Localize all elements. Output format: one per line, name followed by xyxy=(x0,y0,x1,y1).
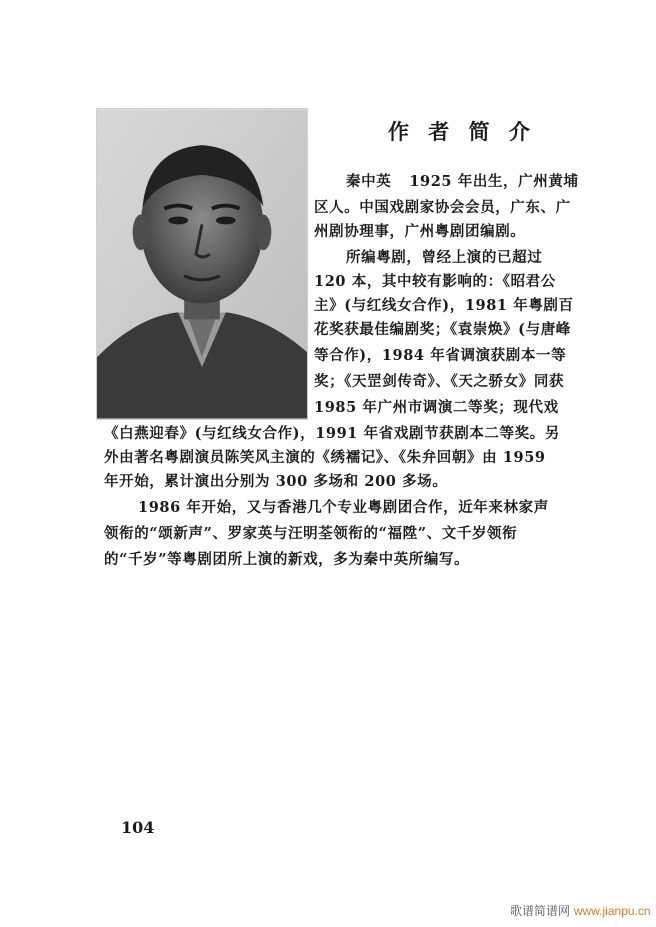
page-number: 104 xyxy=(121,818,155,837)
bio-line: 《白燕迎春》(与红线女合作)，1991 年省戏剧节获剧本二等奖。另 xyxy=(104,425,560,442)
author-photo xyxy=(96,108,308,420)
bio-line: 所编粤剧，曾经上演的已超过 xyxy=(346,249,543,266)
bio-line: 的“千岁”等粤剧团所上演的新戏，多为秦中英所编写。 xyxy=(104,551,470,568)
bio-line: 主》(与红线女合作)，1981 年粤剧百 xyxy=(314,297,574,314)
page-title: 作 者 简 介 xyxy=(388,119,536,144)
site-watermark xyxy=(510,902,651,919)
bio-line: 1986 年开始，又与香港几个专业粤剧团合作，近年来林家声 xyxy=(138,499,549,516)
bio-line: 领衔的“颂新声”、罗家英与汪明荃领衔的“福陞”、文千岁领衔 xyxy=(104,525,518,542)
author-name: 秦中英 xyxy=(346,173,392,190)
portrait-image xyxy=(97,109,307,419)
bio-line: 州剧协理事，广州粤剧团编剧。 xyxy=(314,223,526,240)
bio-line: 奖；《天罡剑传奇》、《天之骄女》同获 xyxy=(314,373,565,390)
watermark-text: 歌谱简谱网 xyxy=(510,904,571,918)
bio-line xyxy=(346,172,579,192)
bio-line: 等合作)，1984 年省调演获剧本一等 xyxy=(314,347,567,364)
bio-line: 区人。中国戏剧家协会会员，广东、广 xyxy=(314,199,571,216)
bio-line-text: 1925 年出生，广州黄埔 xyxy=(409,173,579,190)
bio-line: 花奖获最佳编剧奖；《袁崇焕》(与唐峰 xyxy=(314,321,571,338)
bio-line: 年开始，累计演出分别为 300 多场和 200 多场。 xyxy=(104,473,448,490)
watermark-url: www.jianpu.cn xyxy=(573,904,651,918)
bio-line: 120 本，其中较有影响的：《昭君公 xyxy=(314,273,556,290)
bio-line: 1985 年广州市调演二等奖；现代戏 xyxy=(314,399,559,416)
bio-line: 外由著名粤剧演员陈笑风主演的《绣襦记》、《朱弁回朝》由 1959 xyxy=(104,449,546,466)
